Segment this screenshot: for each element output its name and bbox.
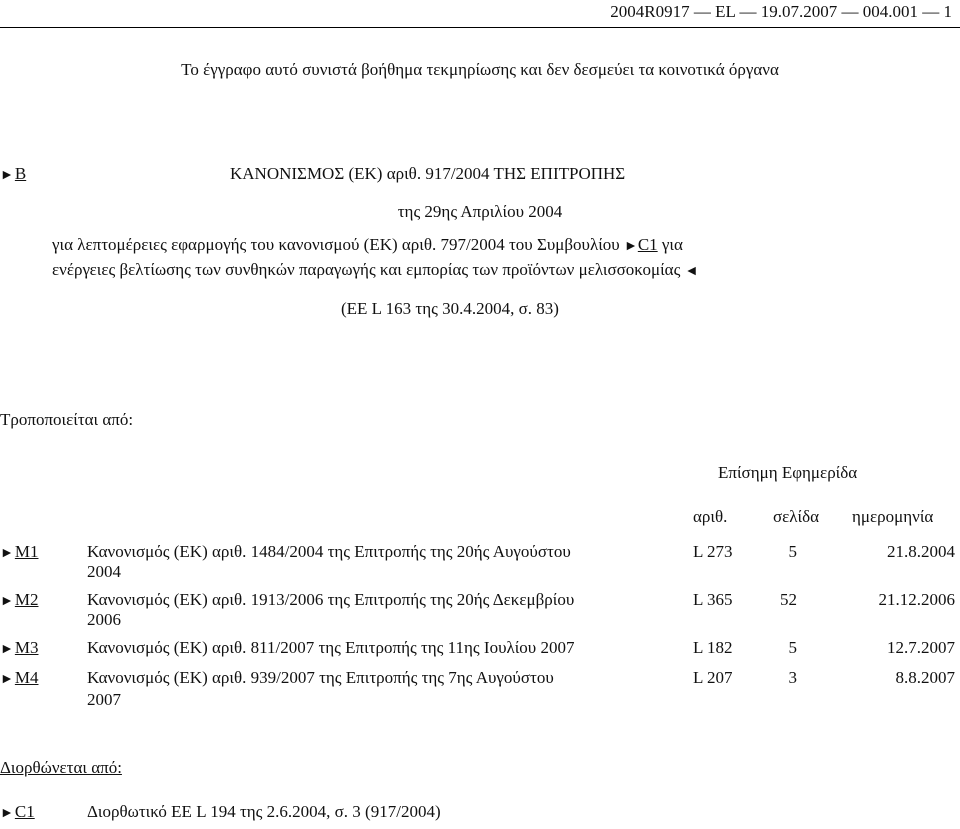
amendment-text-cont: 2006	[87, 610, 121, 629]
marker-m2[interactable]	[0, 590, 38, 612]
amendment-text: Κανονισμός (ΕΚ) αριθ. 939/2007 της Επιτροπής της 7ης Αυγούστου	[87, 668, 554, 687]
marker-label: M2	[14, 590, 39, 609]
amendment-date: 21.8.2004	[887, 542, 955, 561]
amendment-date: 21.12.2006	[878, 590, 955, 609]
amendment-page: 5	[788, 638, 797, 657]
amendment-text: Κανονισμός (ΕΚ) αριθ. 811/2007 της Επιτροπής της 11ης Ιουλίου 2007	[87, 638, 575, 657]
subject-text: για	[661, 235, 683, 254]
amendment-oj: L 182	[693, 638, 733, 657]
amendment-page: 3	[788, 668, 797, 687]
disclaimer: Το έγγραφο αυτό συνιστά βοήθημα τεκμηρίωσης και δεν δεσμεύει τα κοινοτικά όργανα	[181, 60, 779, 79]
header-divider	[0, 27, 960, 28]
amendment-text-cont: 2004	[87, 562, 121, 581]
column-header-page: σελίδα	[773, 507, 820, 526]
amendments-heading: Τροποποιείται από:	[0, 410, 134, 429]
arrow-right-icon: ►	[0, 672, 14, 687]
arrow-right-icon: ►	[0, 806, 14, 821]
marker-m3[interactable]	[0, 638, 38, 660]
corrections-heading: Διορθώνεται από:	[0, 758, 122, 777]
arrow-left-icon: ◄	[684, 264, 699, 279]
arrow-right-icon: ►	[0, 168, 14, 183]
column-header-no: αριθ.	[693, 507, 728, 526]
marker-label: M4	[14, 668, 39, 687]
arrow-right-icon: ►	[0, 594, 14, 609]
amendment-oj: L 207	[693, 668, 733, 687]
amendment-date: 8.8.2007	[895, 668, 955, 687]
subject-text: ενέργειες βελτίωσης των συνθηκών παραγωγής και εμπορίας των προϊόντων μελισσοκομίας	[52, 260, 681, 279]
marker-label: B	[14, 164, 27, 183]
marker-c1-inline[interactable]	[624, 235, 658, 254]
arrow-right-icon: ►	[623, 239, 638, 254]
document-reference: 2004R0917 — EL — 19.07.2007 — 004.001 — 1	[610, 2, 952, 21]
arrow-right-icon: ►	[0, 546, 14, 561]
regulation-subject-line-2	[52, 260, 698, 282]
oj-column-header: Επίσημη Εφημερίδα	[718, 463, 858, 482]
regulation-date: της 29ης Απριλίου 2004	[397, 202, 563, 221]
correction-text: Διορθωτικό ΕΕ L 194 της 2.6.2004, σ. 3 (917/2004)	[87, 802, 441, 821]
arrow-right-icon: ►	[0, 642, 14, 657]
amendment-oj: L 273	[693, 542, 733, 561]
marker-m4[interactable]	[0, 668, 38, 690]
amendment-text-cont: 2007	[87, 690, 121, 709]
amendment-text: Κανονισμός (ΕΚ) αριθ. 1913/2006 της Επιτροπής της 20ής Δεκεμβρίου	[87, 590, 575, 609]
amendment-text: Κανονισμός (ΕΚ) αριθ. 1484/2004 της Επιτροπής της 20ής Αυγούστου	[87, 542, 571, 561]
marker-label: M3	[14, 638, 39, 657]
marker-m1[interactable]	[0, 542, 38, 564]
column-header-date: ημερομηνία	[852, 507, 934, 526]
amendment-date: 12.7.2007	[887, 638, 955, 657]
marker-c1[interactable]	[0, 802, 35, 824]
marker-label: M1	[14, 542, 39, 561]
amendment-page: 5	[788, 542, 797, 561]
subject-text: για λεπτομέρειες εφαρμογής του κανονισμού (ΕΚ) αριθ. 797/2004 του Συμβουλίου	[52, 235, 620, 254]
amendment-oj: L 365	[693, 590, 733, 609]
marker-label: C1	[637, 235, 658, 254]
regulation-title: ΚΑΝΟΝΙΣΜΟΣ (ΕΚ) αριθ. 917/2004 ΤΗΣ ΕΠΙΤΡΟΠΗΣ	[230, 164, 626, 183]
regulation-subject-line-1	[52, 235, 683, 257]
amendment-page: 52	[780, 590, 797, 609]
marker-b[interactable]	[0, 164, 26, 186]
marker-label: C1	[14, 802, 35, 821]
regulation-oj-reference: (ΕΕ L 163 της 30.4.2004, σ. 83)	[341, 299, 559, 318]
